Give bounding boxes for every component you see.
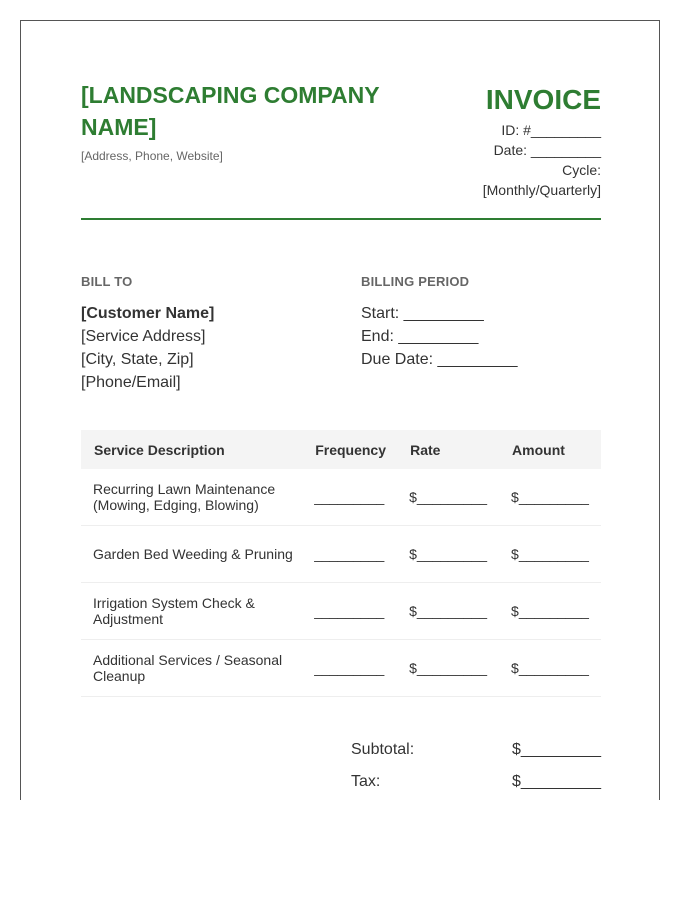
- city-state-zip: [City, State, Zip]: [81, 351, 194, 368]
- subtotal-value: $_________: [512, 741, 601, 758]
- invoice-cycle-label: Cycle:: [562, 162, 601, 178]
- tax-label: Tax:: [351, 773, 381, 790]
- row-description: Irrigation System Check & Adjustment: [81, 583, 302, 640]
- row-description: Additional Services / Seasonal Cleanup: [81, 640, 302, 697]
- invoice-cycle-value: [Monthly/Quarterly]: [482, 182, 601, 198]
- header-divider: [81, 218, 601, 220]
- billing-period-section: [361, 274, 601, 371]
- invoice-meta: [483, 120, 601, 200]
- services-table: [81, 430, 601, 697]
- row-amount: $_________: [499, 526, 601, 583]
- header-frequency: Frequency: [302, 430, 397, 469]
- row-frequency: _________: [302, 640, 397, 697]
- company-name: [LANDSCAPING COMPANY NAME]: [81, 82, 380, 140]
- row-rate: $_________: [397, 469, 499, 526]
- table-row: [81, 583, 601, 640]
- table-row: [81, 469, 601, 526]
- row-rate: $_________: [397, 640, 499, 697]
- due-date: Due Date: _________: [361, 351, 518, 368]
- row-amount: $_________: [499, 469, 601, 526]
- billing-period-label: BILLING PERIOD: [361, 274, 470, 289]
- header-amount: Amount: [499, 430, 601, 469]
- invoice-page: [20, 20, 660, 800]
- bill-to-label: BILL TO: [81, 274, 133, 289]
- header-rate: Rate: [397, 430, 499, 469]
- period-start: Start: _________: [361, 305, 484, 322]
- row-description: Garden Bed Weeding & Pruning: [81, 526, 302, 583]
- customer-name: [Customer Name]: [81, 305, 215, 322]
- table-row: [81, 640, 601, 697]
- table-row: [81, 526, 601, 583]
- table-header-row: [81, 430, 601, 469]
- company-info: [Address, Phone, Website]: [81, 149, 223, 163]
- row-frequency: _________: [302, 583, 397, 640]
- invoice-id: ID: #_________: [501, 122, 601, 138]
- row-rate: $_________: [397, 526, 499, 583]
- row-amount: $_________: [499, 640, 601, 697]
- bill-to-section: [81, 274, 341, 394]
- invoice-title: INVOICE: [485, 84, 601, 115]
- invoice-date: Date: _________: [493, 142, 601, 158]
- row-description: Recurring Lawn Maintenance (Mowing, Edging, Blowing): [81, 469, 302, 526]
- row-rate: $_________: [397, 583, 499, 640]
- totals-section: [351, 741, 601, 805]
- customer-contact: [Phone/Email]: [81, 374, 181, 391]
- row-frequency: _________: [302, 469, 397, 526]
- header-service-description: Service Description: [81, 430, 302, 469]
- service-address: [Service Address]: [81, 328, 206, 345]
- tax-value: $_________: [512, 773, 601, 790]
- row-amount: $_________: [499, 583, 601, 640]
- row-frequency: _________: [302, 526, 397, 583]
- subtotal-label: Subtotal:: [351, 741, 415, 758]
- tax-row: [351, 773, 601, 805]
- period-end: End: _________: [361, 328, 479, 345]
- subtotal-row: [351, 741, 601, 773]
